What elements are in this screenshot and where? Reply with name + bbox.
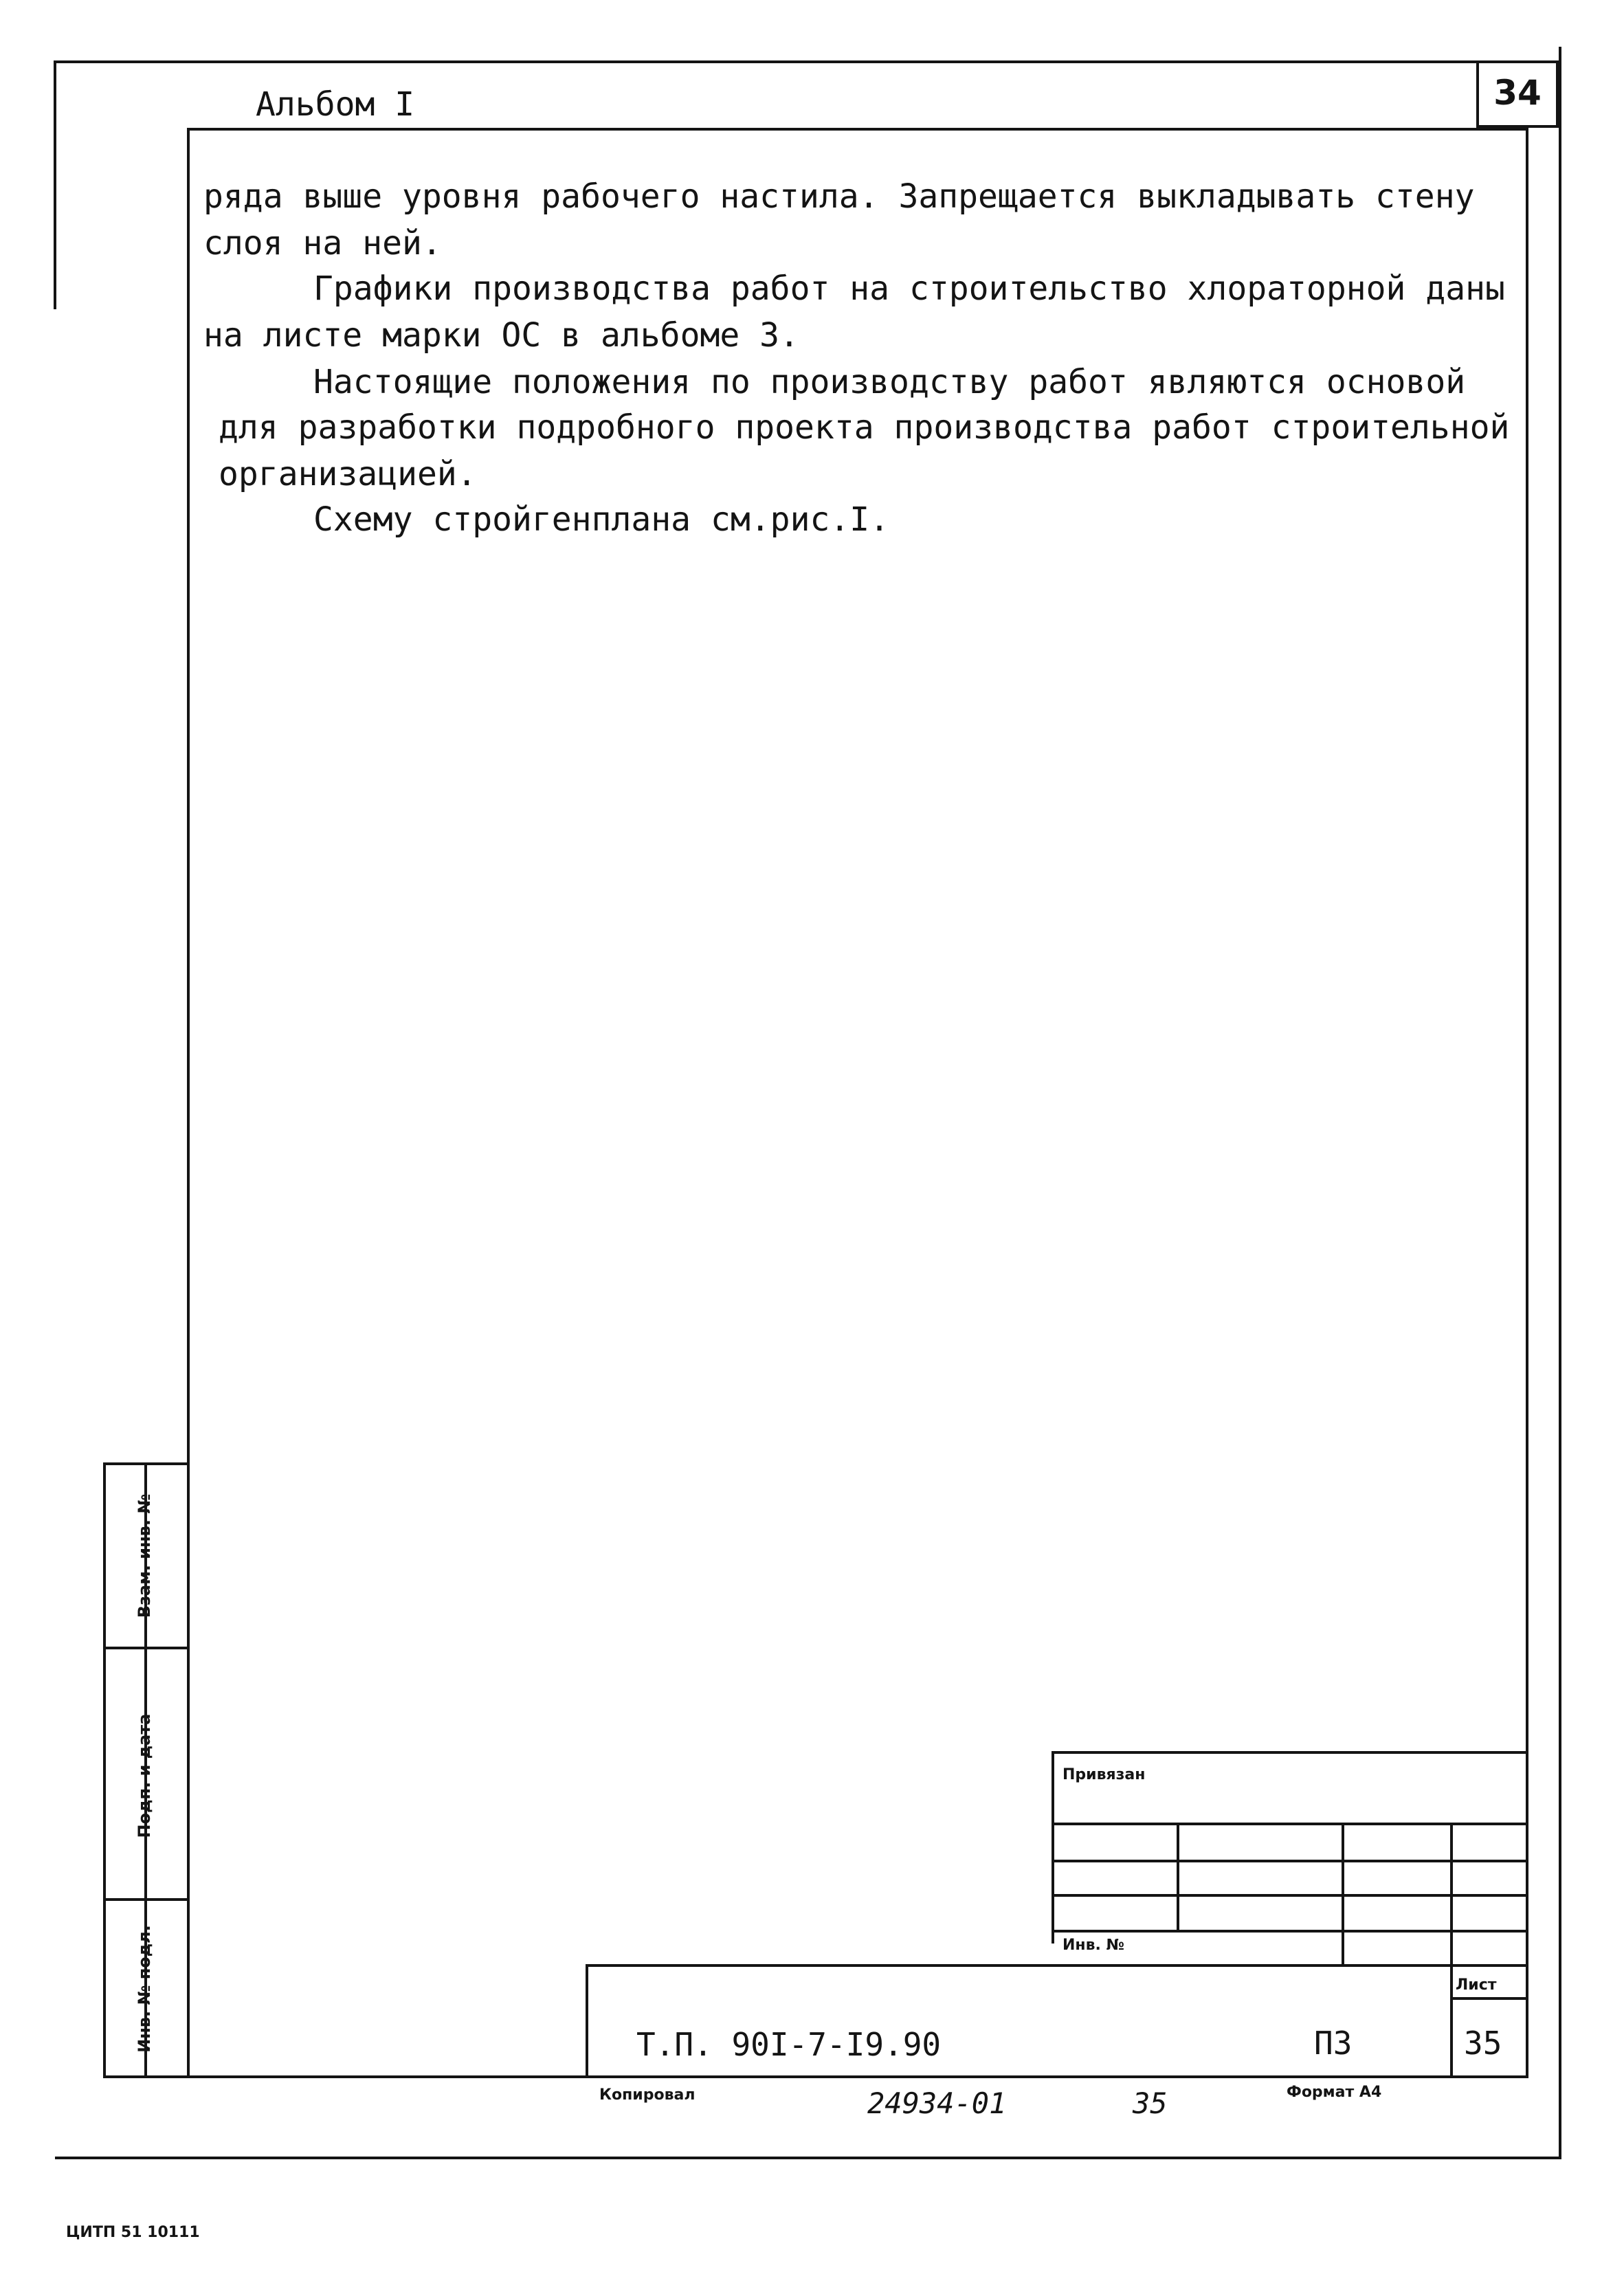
side-stamp-row-1 [103,1647,190,1649]
copied-label: Копировал [599,2086,696,2104]
corner-page-number: 34 [1493,73,1542,113]
body-line-8: Схему стройгенплана см.рис.I. [313,500,890,539]
inv-no-label: Инв. № [1063,1937,1125,1954]
sheet-label: Лист [1456,1976,1497,1994]
inner-frame-top [187,128,1528,131]
document-code: Т.П. 90I-7-I9.90 [636,2026,942,2063]
copy-page: 35 [1133,2086,1168,2120]
privyazan-label: Привязан [1063,1766,1146,1783]
format-label: Формат А4 [1287,2084,1382,2101]
tb-left-edge [1052,1751,1054,1944]
tb-vline-1 [1177,1823,1179,1930]
tb-vline-2 [1342,1823,1344,1965]
body-line-2: слоя на ней. [203,224,442,263]
tb-top-edge [1052,1751,1528,1754]
side-stamp-label-bottom: Инв. № подл. [135,1925,154,2053]
body-line-1: ряда выше уровня рабочего настила. Запрещается выкладывать стену [203,177,1475,216]
outer-frame-left-stub [54,60,56,309]
section-code: ПЗ [1314,2025,1353,2062]
side-stamp-label-top: Взам. инв. № [135,1493,154,1618]
publisher-stamp: ЦИТП 51 10111 [66,2224,200,2241]
body-line-7: организацией. [219,455,477,493]
inner-frame-bottom [103,2075,1528,2078]
body-line-6: для разработки подробного проекта производства работ строительной [219,408,1510,447]
tb-main-left [586,1964,588,2078]
tb-hline-4 [1052,1930,1528,1933]
tb-hline-2 [1052,1860,1528,1862]
tb-sheet-label-line [1450,1997,1528,2000]
outer-frame-bottom [55,2157,1561,2159]
side-stamp-label-middle: Подп. и дата [135,1713,154,1838]
order-number: 24934-01 [867,2086,1007,2120]
inner-frame-right [1526,128,1528,2078]
tb-hline-1 [1052,1823,1528,1825]
outer-frame-top [55,60,1561,63]
body-line-3: Графики производства работ на строительство хлораторной даны [313,269,1505,308]
body-line-4: на листе марки ОС в альбоме 3. [203,316,799,355]
outer-frame-right [1559,47,1561,2158]
tb-vline-3 [1450,1823,1453,2078]
tb-main-top [586,1964,1528,1967]
album-label: Альбом I [256,85,415,124]
tb-hline-3 [1052,1894,1528,1897]
body-line-5: Настоящие положения по производству работ являются основой [313,363,1466,401]
sheet-number: 35 [1464,2025,1502,2062]
